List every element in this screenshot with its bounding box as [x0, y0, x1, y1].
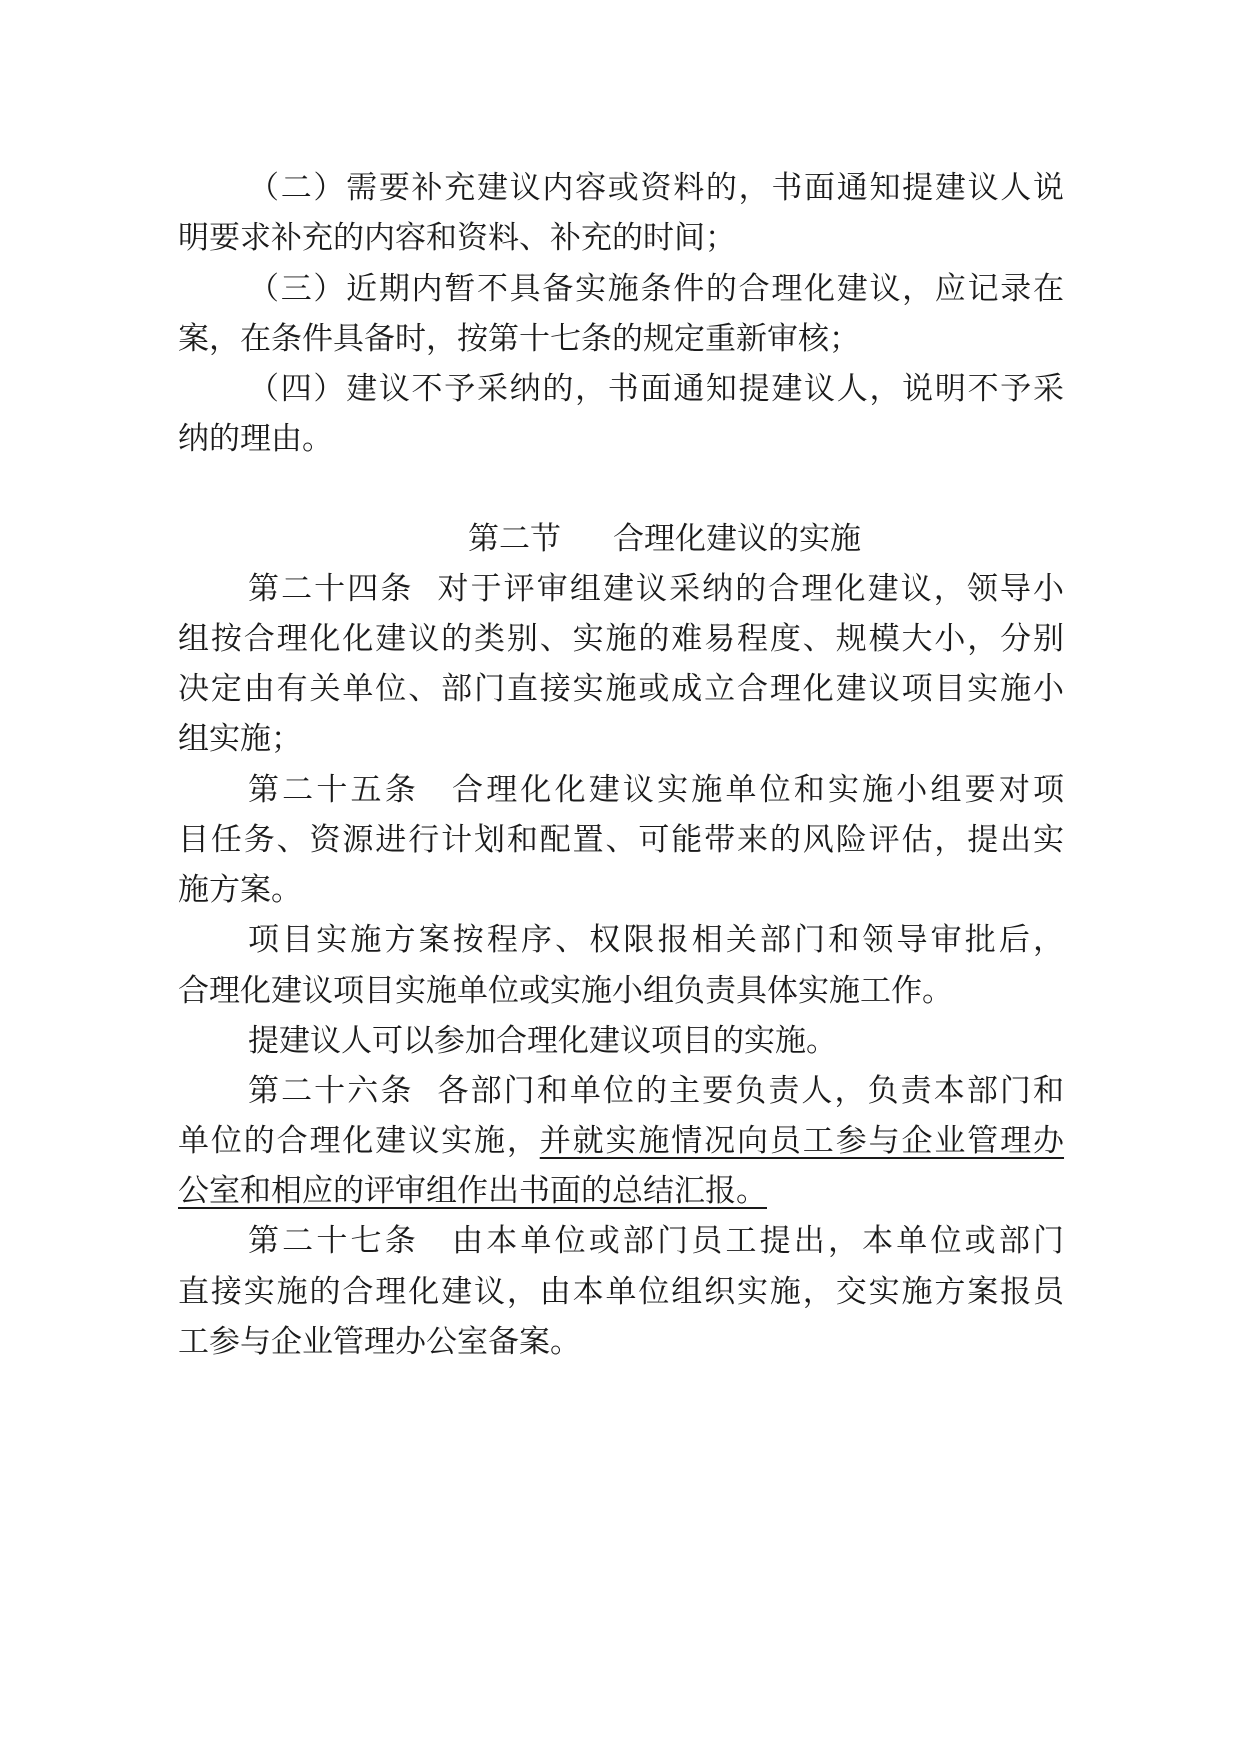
paragraph-line: 施方案。 — [178, 872, 302, 908]
paragraph-line: 项目实施方案按程序、权限报相关部门和领导审批后， — [248, 922, 1064, 958]
paragraph-line: 合理化建议项目实施单位或实施小组负责具体实施工作。 — [178, 973, 953, 1009]
paragraph-line — [248, 569, 1064, 609]
line-text: 由本单位或部门员工提出，本单位或部门 — [448, 1223, 1065, 1259]
paragraph-line: 决定由有关单位、部门直接实施或成立合理化建议项目实施小 — [178, 671, 1064, 707]
paragraph-line — [178, 218, 1064, 258]
paragraph-line: 组按合理化化建议的类别、实施的难易程度、规模大小，分别 — [178, 621, 1064, 657]
line-text: 对于评审组建议采纳的合理化建议，领导小 — [435, 571, 1065, 607]
article-number: 第二十七条 — [248, 1223, 419, 1259]
paragraph-line: 纳的理由。 — [178, 421, 333, 457]
underlined-text — [178, 1171, 783, 1211]
paragraph-line: （二）需要补充建议内容或资料的，书面通知提建议人说 — [248, 170, 1064, 206]
line-text: 合理化化建议实施单位和实施小组要对项 — [448, 772, 1065, 808]
paragraph-line: （三）近期内暂不具备实施条件的合理化建议，应记录在 — [248, 271, 1064, 307]
section-heading — [468, 519, 861, 559]
paragraph-line — [248, 1221, 1064, 1261]
paragraph-line: 组实施； — [178, 721, 302, 757]
article-number: 第二十六条 — [248, 1073, 414, 1109]
paragraph-line — [178, 1121, 1064, 1161]
section-title: 合理化建议的实施 — [613, 521, 861, 557]
paragraph-line: 直接实施的合理化建议，由本单位组织实施，交实施方案报员 — [178, 1274, 1064, 1310]
line-text: 各部门和单位的主要负责人，负责本部门和 — [435, 1073, 1065, 1109]
underlined-text: 并就实施情况向员工参与企业管理办 — [539, 1123, 1065, 1159]
section-number: 第二节 — [468, 521, 561, 557]
paragraph-line: 工参与企业管理办公室备案。 — [178, 1324, 581, 1360]
article-number: 第二十五条 — [248, 772, 419, 808]
paragraph-line: 目任务、资源进行计划和配置、可能带来的风险评估，提出实 — [178, 822, 1064, 858]
article-number: 第二十四条 — [248, 571, 414, 607]
line-text: 公室和相应的评审组作出书面的总结汇报。 — [178, 1173, 767, 1209]
paragraph-line: （四）建议不予采纳的，书面通知提建议人，说明不予采 — [248, 371, 1064, 407]
paragraph-line: 案，在条件具备时，按第十七条的规定重新审核； — [178, 321, 860, 357]
line-text: 明要求补充的内容和资料、补充的时间； — [178, 220, 736, 256]
paragraph-line — [248, 770, 1064, 810]
paragraph-line: 提建议人可以参加合理化建议项目的实施。 — [248, 1023, 837, 1059]
paragraph-line — [248, 1071, 1064, 1111]
line-text: 单位的合理化建议实施， — [178, 1123, 540, 1159]
